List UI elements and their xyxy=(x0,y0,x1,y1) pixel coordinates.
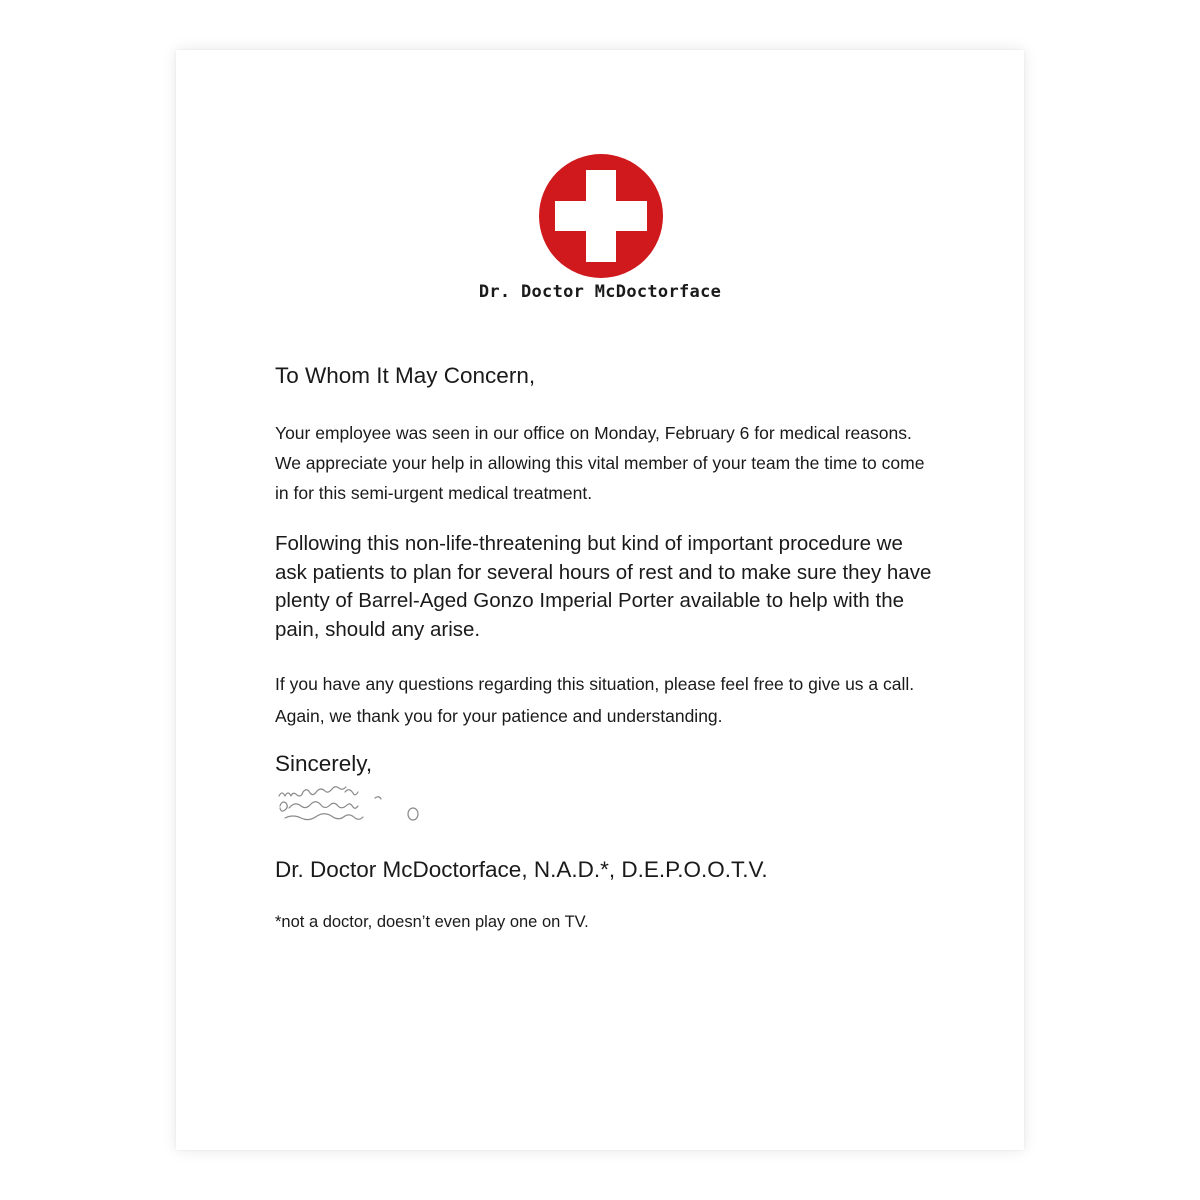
signature-name: Dr. Doctor McDoctorface, N.A.D.*, D.E.P.O.O.T.V. xyxy=(275,857,768,882)
salutation: To Whom It May Concern, xyxy=(275,363,536,388)
paragraph-procedure: Following this non-life-threatening but kind of important procedure we ask patients to plan for several hours of rest and to make sure they have plenty of Barrel-Aged Gonzo Imperial Porter available to help with the pain, should any arise. xyxy=(275,532,932,641)
medical-cross-icon xyxy=(538,153,664,279)
letterhead-title: Dr. Doctor McDoctorface xyxy=(478,282,722,302)
letter-page xyxy=(176,50,1024,1150)
handwritten-signature xyxy=(275,784,425,826)
paragraph-visit: Your employee was seen in our office on Monday, February 6 for medical reasons. We appreciate your help in allowing this vital member of your team the time to come in for this semi-urgent medical treatment. xyxy=(275,423,925,503)
paragraph-questions: If you have any questions regarding this situation, please feel free to give us a call. Again, we thank you for your patience and understanding. xyxy=(275,674,915,726)
footnote: *not a doctor, doesn’t even play one on TV. xyxy=(275,913,589,931)
closing: Sincerely, xyxy=(275,751,373,776)
